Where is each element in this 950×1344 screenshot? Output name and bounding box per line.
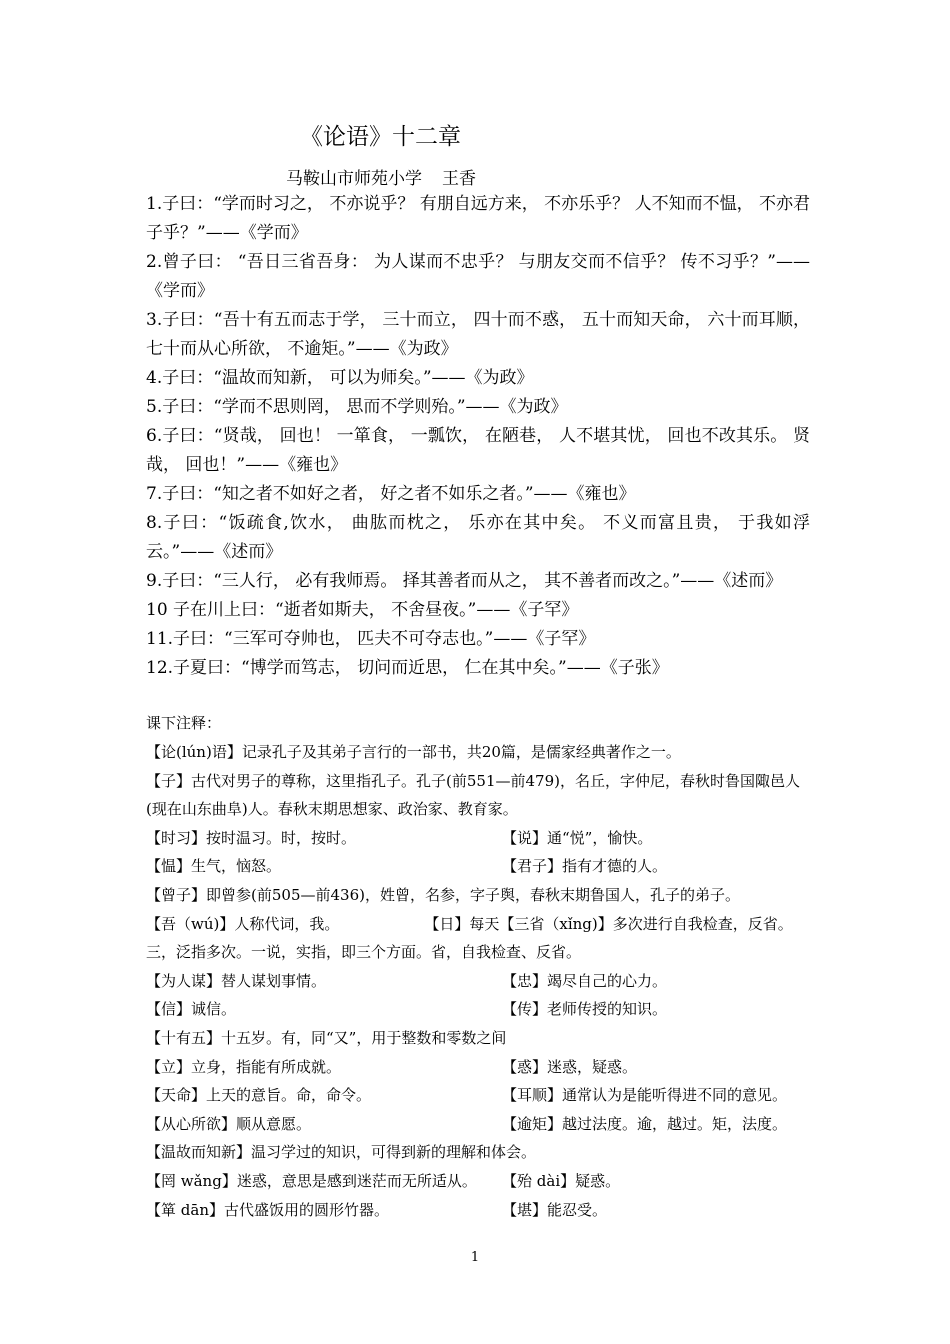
note-item-wu: 【吾（wú)】人称代词，我。 [146, 914, 340, 933]
note-item: 【殆 dài】疑惑。 [502, 1171, 621, 1190]
note-row [146, 852, 810, 881]
note-item: 【说】通“悦”，愉快。 [502, 828, 653, 847]
note-row [146, 824, 810, 853]
chapter-item: 5.子曰：“学而不思则罔， 思而不学则殆。”——《为政》 [146, 397, 568, 417]
page-number: 1 [470, 1250, 480, 1265]
note-item: 【君子】指有才德的人。 [502, 857, 668, 876]
note-row [146, 1167, 810, 1196]
note-item: 【论(lún)语】记录孔子及其弟子言行的一部书，共20篇，是儒家经典著作之一。 [146, 743, 681, 761]
note-item-risan: 【日】每天【三省（xǐng)】多次进行自我检查，反省。三，泛指多次。一说，实指，即三个方面。省，自我检查、反省。 [146, 914, 793, 962]
chapter-item: 9.子曰：“三人行， 必有我师焉。 择其善者而从之， 其不善者而改之。”——《述而》 [146, 571, 783, 591]
note-row [146, 1110, 810, 1139]
note-item: 【愠】生气，恼怒。 [146, 857, 282, 876]
chapter-item: 1.子曰：“学而时习之， 不亦说乎？ 有朋自远方来， 不亦乐乎？ 人不知而不愠， 不亦君子乎？”——《学而》 [146, 194, 810, 243]
document-title: 《论语》十二章 [300, 124, 461, 150]
note-row [146, 1196, 810, 1225]
note-item [146, 910, 810, 967]
chapter-item: 3.子曰：“吾十有五而志于学， 三十而立， 四十而不惑， 五十而知天命， 六十而耳顺， 七十而从心所欲， 不逾矩。”——《为政》 [146, 310, 810, 359]
note-item: 【忠】竭尽自己的心力。 [502, 971, 668, 990]
note-item: 【堪】能忍受。 [502, 1200, 608, 1219]
note-row [146, 1053, 810, 1082]
note-item: 【耳顺】通常认为是能听得进不同的意见。 [502, 1086, 788, 1105]
notes-heading: 课下注释： [146, 714, 222, 732]
chapter-item: 10 子在川上曰：“逝者如斯夫， 不舍昼夜。”——《子罕》 [146, 600, 579, 620]
note-item: 【传】老师传授的知识。 [502, 1000, 668, 1019]
note-item: 【立】立身，指能有所成就。 [146, 1057, 342, 1076]
chapter-item: 12.子夏曰：“博学而笃志， 切问而近思， 仁在其中矣。”——《子张》 [146, 658, 669, 678]
chapter-item: 6.子曰：“贤哉， 回也！ 一箪食， 一瓢饮， 在陋巷， 人不堪其忧， 回也不改其乐。 贤哉， 回也！”——《雍也》 [146, 426, 810, 475]
note-item: 【逾矩】越过法度。逾，越过。矩，法度。 [502, 1114, 788, 1133]
author-school: 马鞍山市师苑小学 [286, 169, 422, 189]
chapter-item: 7.子曰：“知之者不如好之者， 好之者不如乐之者。”——《雍也》 [146, 484, 636, 504]
note-item: 【箪 dān】古代盛饭用的圆形竹器。 [146, 1200, 389, 1219]
note-item: 【为人谋】替人谋划事情。 [146, 971, 327, 990]
note-item: 【从心所欲】顺从意愿。 [146, 1114, 312, 1133]
note-item: 【惑】迷惑，疑惑。 [502, 1057, 638, 1076]
note-item: 【信】诚信。 [146, 1000, 237, 1019]
note-item: 【罔 wǎng】迷惑，意思是感到迷茫而无所适从。 [146, 1171, 477, 1190]
note-row [146, 967, 810, 996]
note-item: 【温故而知新】温习学过的知识，可得到新的理解和体会。 [146, 1143, 537, 1162]
note-item: 【曾子】即曾参(前505—前436)，姓曾，名参，字子舆，春秋末期鲁国人，孔子的弟子。 [146, 885, 740, 904]
chapter-item: 2.曾子曰： “吾日三省吾身： 为人谋而不忠乎？ 与朋友交而不信乎？ 传不习乎？”——《学而》 [146, 252, 810, 301]
chapter-item: 8.子曰：“饭疏食,饮水， 曲肱而枕之， 乐亦在其中矣。 不义而富且贵， 于我如浮云。”——《述而》 [146, 513, 810, 562]
note-item: 【时习】按时温习。时，按时。 [146, 828, 357, 847]
chapter-item: 4.子曰：“温故而知新， 可以为师矣。”——《为政》 [146, 368, 534, 388]
author-line [286, 164, 476, 189]
chapter-list [146, 190, 810, 683]
note-item: 【天命】上天的意旨。命，命令。 [146, 1086, 372, 1105]
notes-list [146, 738, 810, 1224]
note-item: 【十有五】十五岁。有，同“又”，用于整数和零数之间 [146, 1028, 507, 1047]
author-name: 王香 [442, 169, 476, 189]
note-row [146, 1081, 810, 1110]
note-row [146, 995, 810, 1024]
chapter-item: 11.子曰：“三军可夺帅也， 匹夫不可夺志也。”——《子罕》 [146, 629, 596, 649]
note-item: 【子】古代对男子的尊称，这里指孔子。孔子(前551—前479)，名丘，字仲尼，春秋时鲁国陬邑人(现在山东曲阜)人。春秋末期思想家、政治家、教育家。 [146, 771, 800, 819]
